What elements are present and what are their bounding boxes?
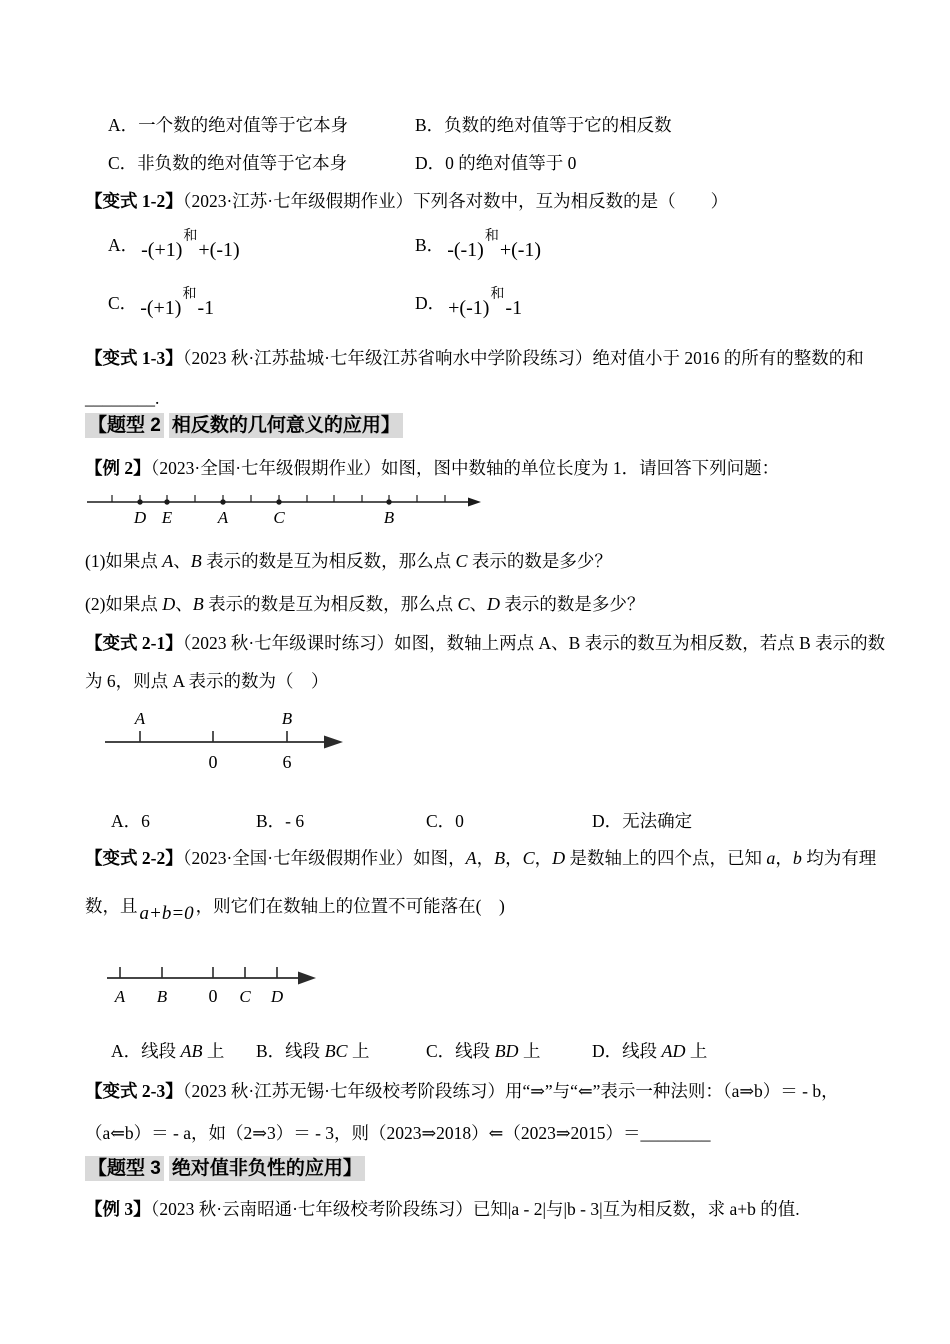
problem-tag: 【变式 2-2】 bbox=[85, 848, 183, 868]
conjunction-he: 和 bbox=[182, 287, 197, 302]
math-expression: +(-1) bbox=[198, 238, 240, 261]
tick-label-0: 0 bbox=[208, 986, 218, 1006]
text-segment: A．线段 bbox=[111, 1041, 181, 1061]
problem-tag: 【变式 2-3】 bbox=[85, 1081, 183, 1101]
text-segment: (2)如果点 bbox=[85, 594, 163, 614]
text-segment: 是数轴上的四个点，已知 bbox=[565, 848, 767, 868]
b21-option-a: A．6 bbox=[111, 811, 150, 831]
problem-b12-stem bbox=[85, 188, 728, 214]
math-variable: C bbox=[522, 848, 535, 868]
sub-question-1 bbox=[85, 548, 612, 574]
math-expression: -(+1) bbox=[140, 296, 182, 319]
b21-option-b: B．- 6 bbox=[256, 811, 305, 831]
tick-label-0: 0 bbox=[208, 752, 218, 772]
text-segment: 表示的数是互为相反数，那么点 bbox=[201, 551, 456, 571]
point-label-c: C bbox=[273, 508, 285, 527]
b21-option-c: C．0 bbox=[426, 811, 464, 831]
b22-option-b bbox=[256, 1038, 369, 1064]
text-segment: ，则它们在数轴上的位置不可能落在( ) bbox=[195, 896, 505, 916]
problem-b21-line2: 为 6，则点 A 表示的数为（ ） bbox=[85, 671, 329, 691]
math-variable: C bbox=[457, 594, 470, 614]
conjunction-he: 和 bbox=[183, 229, 198, 244]
b22-option-d bbox=[592, 1038, 707, 1064]
math-variable: A bbox=[162, 551, 174, 571]
math-expression: -(+1) bbox=[141, 238, 183, 261]
problem-b21-line1 bbox=[85, 630, 885, 656]
conjunction-he: 和 bbox=[490, 287, 505, 302]
math-variable: A bbox=[465, 848, 477, 868]
point-labels bbox=[133, 508, 395, 527]
point-label-b: B bbox=[383, 508, 395, 527]
point-label-a: A bbox=[114, 987, 126, 1006]
text-segment: （2023·江苏·七年级假期作业）下列各对数中，互为相反数的是（ ） bbox=[182, 191, 729, 211]
sub-question-2 bbox=[85, 591, 644, 617]
text-segment: 表示的数是互为相反数，那么点 bbox=[203, 594, 458, 614]
math-variable: C bbox=[455, 551, 468, 571]
option-label: C． bbox=[108, 292, 138, 313]
point-label-c: C bbox=[239, 987, 251, 1006]
b12-option-d bbox=[415, 286, 523, 319]
point-labels bbox=[114, 986, 284, 1006]
text-segment: B．线段 bbox=[256, 1041, 325, 1061]
option-label: D． bbox=[415, 292, 446, 313]
number-line-figure-2 bbox=[103, 700, 353, 788]
text-segment: ， bbox=[775, 848, 793, 868]
b12-option-a bbox=[108, 228, 240, 261]
problem-tag: 【例 2】 bbox=[85, 458, 151, 478]
text-segment: D．线段 bbox=[592, 1041, 662, 1061]
number-line-figure-3 bbox=[103, 946, 328, 1010]
text-segment: 上 bbox=[518, 1041, 541, 1061]
math-expression: -(-1) bbox=[447, 238, 484, 261]
point-label-a: A bbox=[134, 709, 146, 728]
answer-blank: ________. bbox=[85, 388, 160, 408]
point-label-a: A bbox=[217, 508, 229, 527]
b12-option-b bbox=[415, 228, 542, 261]
text-segment: 上 bbox=[347, 1041, 370, 1061]
point-label-d: D bbox=[133, 508, 147, 527]
point-label-e: E bbox=[161, 508, 173, 527]
problem-tag: 【变式 1-2】 bbox=[85, 191, 183, 211]
tick-label-6: 6 bbox=[282, 752, 292, 772]
text-segment: 均为有理 bbox=[801, 848, 877, 868]
point-label-b: B bbox=[156, 987, 168, 1006]
math-expression: +(-1) bbox=[499, 238, 542, 261]
problem-tag: 【例 3】 bbox=[85, 1199, 151, 1219]
heading-highlight: 绝对值非负性的应用】 bbox=[169, 1156, 365, 1181]
problem-tag: 【变式 1-3】 bbox=[85, 348, 183, 368]
tick-marks bbox=[120, 967, 277, 978]
text-segment: （2023·全国·七年级假期作业）如图， bbox=[182, 848, 466, 868]
number-line-figure-1 bbox=[85, 486, 485, 534]
text-segment: （2023·全国·七年级假期作业）如图，图中数轴的单位长度为 1．请回答下列问题： bbox=[150, 458, 780, 478]
math-expression-a-plus-b: a+b=0 bbox=[139, 903, 194, 924]
math-variable: B bbox=[190, 551, 202, 571]
problem-b22-line2 bbox=[85, 893, 505, 924]
text-segment: （2023 秋·江苏无锡·七年级校考阶段练习）用“⇒”与“⇐”表示一种法则：（a⇒b）＝ - b， bbox=[182, 1081, 839, 1101]
math-variable: a bbox=[766, 848, 776, 868]
segment-name: BD bbox=[494, 1041, 519, 1061]
b21-option-d: D．无法确定 bbox=[592, 811, 693, 831]
text-segment: 、 bbox=[175, 594, 193, 614]
heading-highlight: 【题型 2 bbox=[85, 413, 164, 438]
segment-name: AB bbox=[180, 1041, 203, 1061]
text-segment: ， bbox=[534, 848, 553, 868]
math-variable: b bbox=[792, 848, 802, 868]
problem-ex3-stem bbox=[85, 1196, 800, 1222]
conjunction-he: 和 bbox=[484, 229, 499, 244]
option-b-abs: B．负数的绝对值等于它的相反数 bbox=[415, 115, 672, 135]
option-d-abs: D．0 的绝对值等于 0 bbox=[415, 153, 577, 173]
axis-arrow bbox=[324, 736, 343, 749]
text-segment: 、 bbox=[173, 551, 191, 571]
section-heading-2 bbox=[85, 413, 403, 438]
text-segment: （2023 秋·云南昭通·七年级校考阶段练习）已知|a - 2|与|b - 3|互为相反数，求 a+b 的值. bbox=[150, 1199, 800, 1219]
text-segment: (1)如果点 bbox=[85, 551, 163, 571]
problem-b23-line1 bbox=[85, 1078, 839, 1104]
problem-ex2-stem bbox=[85, 455, 779, 481]
text-segment: 数，且 bbox=[85, 896, 138, 916]
text-segment: ， bbox=[505, 848, 523, 868]
tick-marks bbox=[140, 731, 287, 742]
point-label-d: D bbox=[270, 987, 284, 1006]
b12-option-c bbox=[108, 286, 215, 319]
text-segment: （2023 秋·江苏盐城·七年级江苏省响水中学阶段练习）绝对值小于 2016 的所有的整数的和 bbox=[182, 348, 864, 368]
text-segment: 、 bbox=[469, 594, 488, 614]
point-label-b: B bbox=[281, 709, 293, 728]
math-expression: -1 bbox=[505, 296, 523, 319]
problem-tag: 【变式 2-1】 bbox=[85, 633, 183, 653]
heading-highlight: 相反数的几何意义的应用】 bbox=[169, 413, 403, 438]
b22-option-c bbox=[426, 1038, 540, 1064]
option-label: A． bbox=[108, 234, 139, 255]
math-variable: B bbox=[192, 594, 204, 614]
math-variable: D bbox=[552, 848, 566, 868]
segment-name: AD bbox=[661, 1041, 686, 1061]
segment-name: BC bbox=[324, 1041, 348, 1061]
section-heading-3 bbox=[85, 1156, 365, 1181]
text-segment: 上 bbox=[685, 1041, 708, 1061]
problem-b23-line2: （a⇐b）＝ - a，如（2⇒3）＝ - 3，则（2023⇒2018）⇐（2023⇒2015）＝________ bbox=[85, 1123, 711, 1143]
heading-highlight: 【题型 3 bbox=[85, 1156, 164, 1181]
option-label: B． bbox=[415, 234, 445, 255]
math-variable: B bbox=[494, 848, 506, 868]
text-segment: 表示的数是多少？ bbox=[500, 594, 645, 614]
text-segment: 上 bbox=[202, 1041, 225, 1061]
option-c-abs: C．非负数的绝对值等于它本身 bbox=[108, 153, 348, 173]
text-segment: 表示的数是多少？ bbox=[467, 551, 612, 571]
text-segment: C．线段 bbox=[426, 1041, 495, 1061]
axis-arrow bbox=[298, 972, 316, 985]
b22-option-a bbox=[111, 1038, 224, 1064]
text-segment: （2023 秋·七年级课时练习）如图，数轴上两点 A、B 表示的数互为相反数，若点 B 表示的数 bbox=[182, 633, 886, 653]
option-a-abs: A．一个数的绝对值等于它本身 bbox=[108, 115, 349, 135]
text-segment: ， bbox=[476, 848, 495, 868]
problem-b13-stem bbox=[85, 345, 864, 371]
problem-b22-line1 bbox=[85, 845, 876, 871]
math-expression: -1 bbox=[197, 296, 215, 319]
math-variable: D bbox=[162, 594, 176, 614]
axis-arrow bbox=[468, 498, 481, 507]
math-variable: D bbox=[487, 594, 501, 614]
math-expression: +(-1) bbox=[448, 296, 490, 319]
